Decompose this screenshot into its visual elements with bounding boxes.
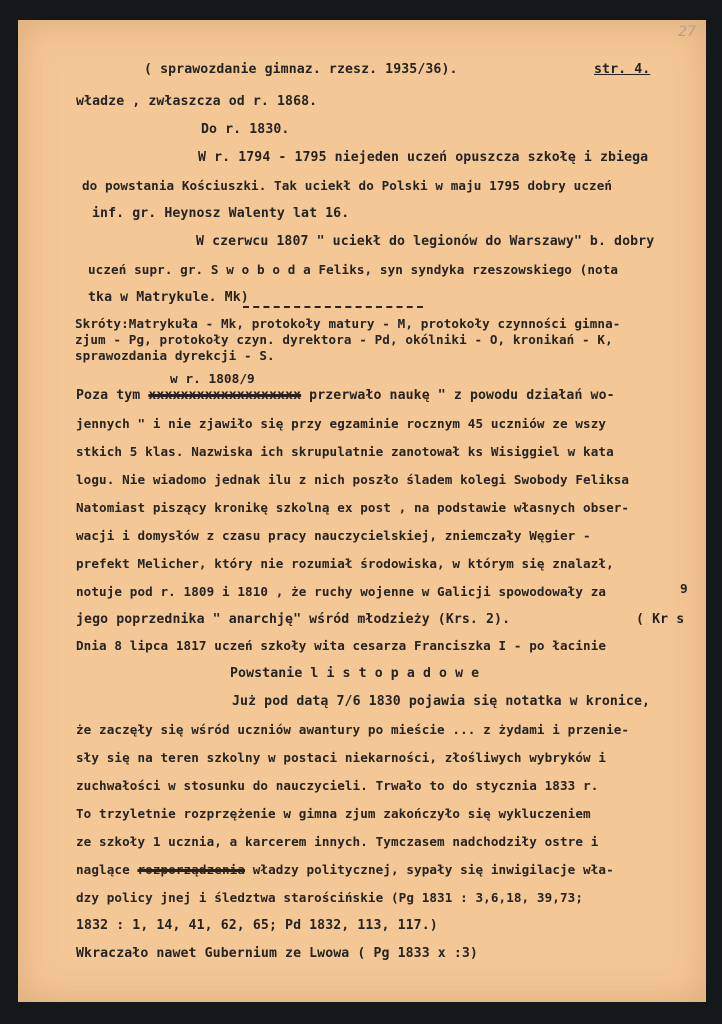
text-line: jennych " i nie zjawiło się przy egzaminie rocznym 45 uczniów ze wszy — [76, 416, 607, 431]
text-segment: naglące — [76, 862, 138, 877]
text-line — [76, 862, 614, 877]
section-heading: Do r. 1830. — [201, 122, 290, 137]
page-number-mark: 27 — [678, 24, 696, 40]
abbreviations-line: sprawozdania dyrekcji - S. — [75, 348, 275, 363]
text-segment: władzy politycznej, sypały się inwigilacje wła- — [245, 862, 614, 877]
superscript-number: 9 — [680, 582, 688, 597]
inserted-correction: w r. 1808/9 — [170, 372, 255, 387]
separator-line — [243, 306, 423, 308]
text-line: W r. 1794 - 1795 niejeden uczeń opuszcza szkołę i zbiega — [198, 150, 649, 165]
text-line: stkich 5 klas. Nazwiska ich skrupulatnie zanotował ks Wisiggiel w kata — [76, 444, 614, 459]
text-line: wacji i domysłów z czasu pracy nauczycielskiej, zniemczały Węgier - — [76, 528, 591, 543]
text-line: W czerwcu 1807 " uciekł do legionów do Warszawy" b. dobry — [196, 234, 655, 249]
text-line: że zaczęły się wśród uczniów awantury po mieście ... z żydami i przenie- — [76, 722, 630, 737]
text-line — [76, 388, 615, 403]
text-line: prefekt Melicher, który nie rozumiał środowiska, w którym się znalazł, — [76, 556, 614, 571]
text-line: tka w Matrykule. Mk) — [88, 290, 249, 305]
document-page — [18, 20, 706, 1002]
text-line: do powstania Kościuszki. Tak uciekł do Polski w maju 1795 dobry uczeń — [82, 178, 613, 193]
text-line: inf. gr. Heynosz Walenty lat 16. — [92, 206, 350, 221]
margin-reference: ( Kr s — [636, 612, 685, 627]
text-line: notuje pod r. 1809 i 1810 , że ruchy wojenne w Galicji spowodowały za — [76, 584, 607, 599]
text-line: Dnia 8 lipca 1817 uczeń szkoły wita cesarza Franciszka I - po łacinie — [76, 638, 607, 653]
text-segment: przerwało naukę " z powodu działań wo- — [301, 388, 615, 403]
header-title: ( sprawozdanie gimnaz. rzesz. 1935/36). — [144, 62, 458, 77]
text-line: jego poprzednika " anarchję" wśród młodzieży (Krs. 2). — [76, 612, 511, 627]
header-page-number: str. 4. — [594, 62, 651, 77]
section-heading: Powstanie l i s t o p a d o w e — [230, 666, 480, 681]
text-line: logu. Nie wiadomo jednak ilu z nich poszło śladem kolegi Swobody Feliksa — [76, 472, 630, 487]
text-line: sły się na teren szkolny w postaci niekarności, złośliwych wybryków i — [76, 750, 607, 765]
text-line: To trzyletnie rozprzężenie w gimna zjum zakończyło się wykluczeniem — [76, 806, 591, 821]
abbreviations-line: zjum - Pg, protokoły czyn. dyrektora - Pd, okólniki - O, kronikań - K, — [75, 332, 613, 347]
text-line: uczeń supr. gr. S w o b o d a Feliks, syn syndyka rzeszowskiego (nota — [88, 262, 619, 277]
text-line: dzy policy jnej i śledztwa starościńskie (Pg 1831 : 3,6,18, 39,73; — [76, 890, 584, 905]
struck-text: rozporządzenia — [137, 862, 246, 877]
text-line: Natomiast piszący kronikę szkolną ex post , na podstawie własnych obser- — [76, 500, 630, 515]
text-segment: Poza tym — [76, 388, 149, 403]
text-line: władze , zwłaszcza od r. 1868. — [76, 94, 318, 109]
text-line: zuchwałości w stosunku do nauczycieli. Trwało to do stycznia 1833 r. — [76, 778, 599, 793]
struck-text: xxxxxxxxxxxxxxxxxxx — [148, 388, 302, 403]
abbreviations-line: Skróty:Matrykuła - Mk, protokoły matury - M, protokoły czynności gimna- — [75, 316, 621, 331]
text-line: Już pod datą 7/6 1830 pojawia się notatka w kronice, — [232, 694, 651, 709]
text-line: 1832 : 1, 14, 41, 62, 65; Pd 1832, 113, 117.) — [76, 918, 438, 933]
text-line: ze szkoły 1 ucznia, a karcerem innych. Tymczasem nadchodziły ostre i — [76, 834, 599, 849]
text-line: Wkraczało nawet Gubernium ze Lwowa ( Pg 1833 x :3) — [76, 946, 478, 961]
